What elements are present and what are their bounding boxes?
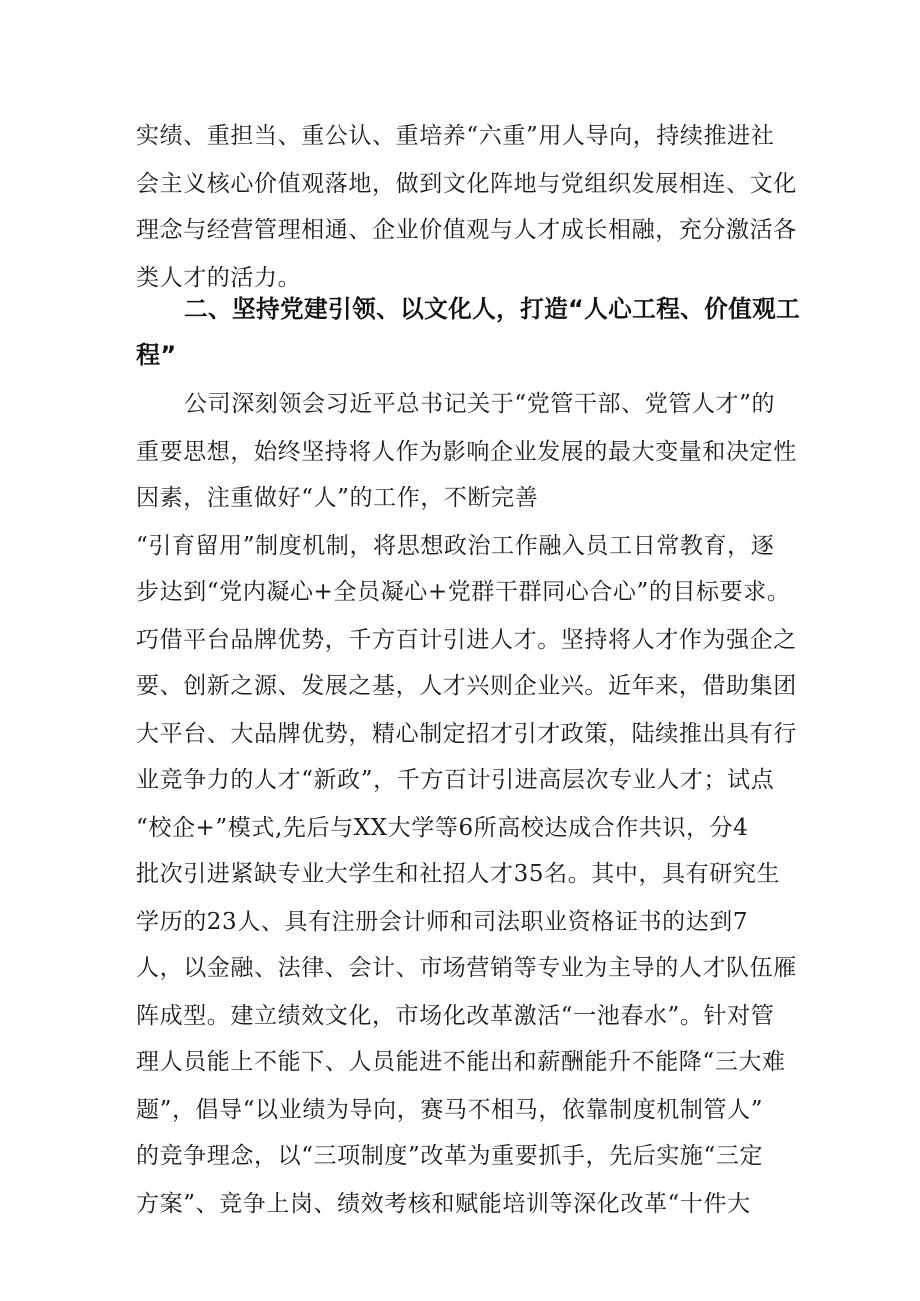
paragraph-line: 方案”、竞争上岗、绩效考核和赋能培训等深化改革“十件大 — [136, 1191, 751, 1217]
paragraph-line: 因素，注重做好“人”的工作，不断完善 — [136, 485, 539, 511]
paragraph-line: 巧借平台品牌优势，千方百计引进人才。坚持将人才作为强企之 — [136, 627, 797, 653]
paragraph-line: 的竞争理念，以“三项制度”改革为重要抓手，先后实施“三定 — [136, 1143, 764, 1169]
paragraph-line: 题”，倡导“以业绩为导向，赛马不相马，依靠制度机制管人” — [136, 1097, 764, 1123]
section-heading: 程” — [136, 341, 177, 369]
paragraph-line: 业竞争力的人才“新政”，千方百计引进高层次专业人才；试点 — [136, 767, 775, 793]
section-heading: 二、坚持党建引领、以文化人，打造“人心工程、价值观工 — [184, 295, 801, 323]
paragraph-line: 实绩、重担当、重公认、重培养“六重”用人导向，持续推进社 — [136, 123, 775, 149]
paragraph-line: 学历的23人、具有注册会计师和司法职业资格证书的达到7 — [136, 909, 749, 935]
paragraph-line: 类人才的活力。 — [136, 265, 302, 291]
paragraph-line: 公司深刻领会习近平总书记关于“党管干部、党管人才”的 — [184, 391, 776, 417]
paragraph-line: 人，以金融、法律、会计、市场营销等专业为主导的人才队伍雁 — [136, 955, 797, 981]
paragraph-line: 步达到“党内凝心+全员凝心+党群干群同心合心”的目标要求。 — [136, 579, 791, 605]
paragraph-line: 理念与经营管理相通、企业价值观与人才成长相融，充分激活各 — [136, 217, 797, 243]
paragraph-line: 会主义核心价值观落地，做到文化阵地与党组织发展相连、文化 — [136, 171, 797, 197]
paragraph-line: 重要思想，始终坚持将人作为影响企业发展的最大变量和决定性 — [136, 439, 797, 465]
paragraph-line: 要、创新之源、发展之基，人才兴则企业兴。近年来，借助集团 — [136, 673, 797, 699]
paragraph-line: “引育留用”制度机制，将思想政治工作融入员工日常教育，逐 — [136, 533, 775, 559]
paragraph-line: “校企+”模式,先后与XX大学等6所高校达成合作共识，分4 — [136, 815, 749, 841]
paragraph-line: 理人员能上不能下、人员能进不能出和薪酬能升不能降“三大难 — [136, 1049, 786, 1075]
paragraph-line: 批次引进紧缺专业大学生和社招人才35名。其中，具有研究生 — [136, 861, 781, 887]
paragraph-line: 阵成型。建立绩效文化，市场化改革激活“一池春水”。针对管 — [136, 1003, 775, 1029]
paragraph-line: 大平台、大品牌优势，精心制定招才引才政策，陆续推出具有行 — [136, 721, 797, 747]
